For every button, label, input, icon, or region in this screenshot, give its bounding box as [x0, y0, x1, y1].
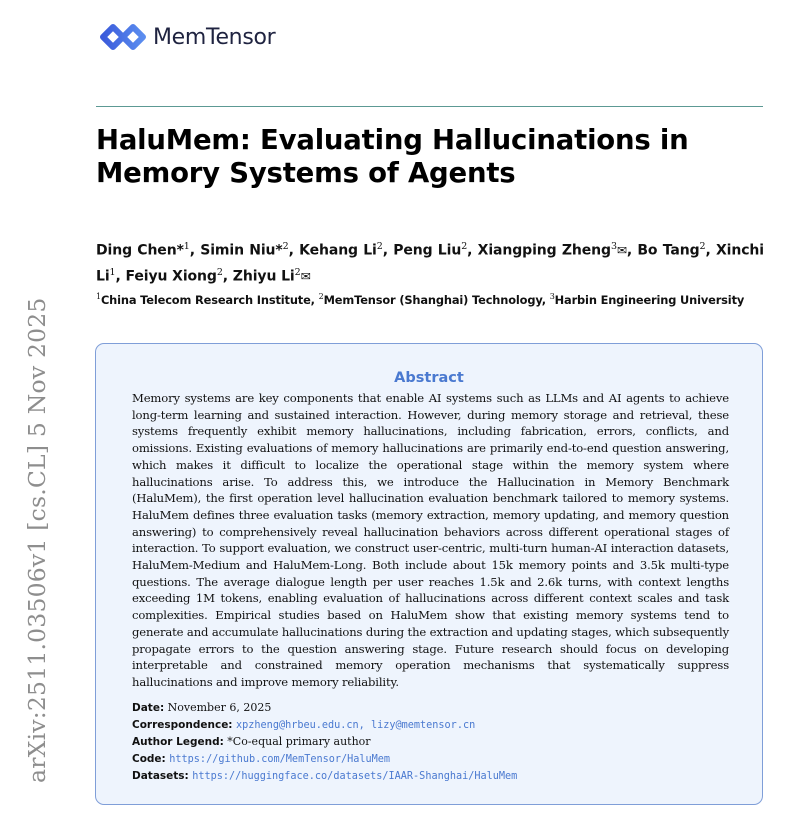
abstract-box [95, 343, 763, 805]
envelope-icon: ✉ [616, 243, 627, 258]
abstract-text: Memory systems are key components that enable AI systems such as LLMs and AI agents to achieve long-term learning and sustained interaction. However, during memory storage and retrieval, these systems frequently exhibit memory hallucinations, including fabrication, errors, conflicts, and omissions. Existing evaluations of memory hallucinations are primarily end-to-end question answering, which makes it difficult to localize the operational stage within the memory system where hallucinations arise. To address this, we introduce the Hallucination in Memory Benchmark (HaluMem), the first operation level hallucination evaluation benchmark tailored to memory systems. HaluMem defines three evaluation tasks (memory extraction, memory updating, and memory question answering) to comprehensively reveal hallucination behaviors across different operational stages of interaction. To support evaluation, we construct user-centric, multi-turn human-AI interaction datasets, HaluMem-Medium and HaluMem-Long. Both include about 15k memory points and 3.5k multi-type questions. The average dialogue length per user reaches 1.5k and 2.6k turns, with context lengths exceeding 1M tokens, enabling evaluation of hallucinations across different context scales and task complexities. Empirical studies based on HaluMem show that existing memory systems tend to generate and accumulate hallucinations during the extraction and updating stages, which subsequently propagate errors to the question answering stage. Future research should focus on developing interpretable and constrained memory operation mechanisms that systematically suppress hallucinations and improve memory reliability. [132, 391, 729, 689]
correspondence-label: Correspondence: [132, 719, 233, 731]
paper-metadata [132, 699, 732, 784]
date-value: November 6, 2025 [167, 701, 272, 714]
author-affiliation-mark: 1 [109, 266, 116, 278]
author-list: Ding Chen*$^1$, Simin Niu*$^2$, Kehang Li$^2$, Peng Liu$^2$, Xiangping Zheng$^3$✉, Bo Tang$^2$, Xinchi Li$^1$, Feiyu Xiong$^2$, Zhiyu Li$^2$✉ [96, 241, 764, 285]
author-name: Xinchi Li [96, 242, 764, 285]
logo-text: MemTensor [153, 24, 276, 50]
code-label: Code: [132, 753, 166, 765]
date-label: Date: [132, 702, 165, 714]
envelope-icon: ✉ [300, 269, 311, 284]
author-affiliation-mark: 2 [461, 241, 468, 252]
author-legend-value: *Co-equal primary author [227, 735, 371, 748]
author-name: Ding Chen* [96, 242, 184, 259]
affiliation-list: $^1$China Telecom Research Institute, $^2$MemTensor (Shanghai) Technology, $^3$Harbin Engineering University [96, 292, 745, 307]
author-name: Peng Liu [393, 242, 462, 259]
datasets-link[interactable]: https://huggingface.co/datasets/IAAR-Shanghai/HaluMem [192, 771, 518, 782]
memtensor-logo [99, 20, 275, 54]
correspondence-email-link[interactable]: xpzheng@hrbeu.edu.cn, lizy@memtensor.cn [236, 720, 476, 731]
author-affiliation-mark: 3 [610, 241, 617, 252]
author-legend-label: Author Legend: [132, 736, 224, 748]
affiliation-number: 1 [96, 292, 101, 301]
affiliation-number: 3 [549, 292, 555, 301]
date-row [132, 699, 732, 716]
datasets-row [132, 767, 732, 784]
author-affiliation-mark: 1 [183, 241, 190, 252]
correspondence-row [132, 716, 732, 733]
author-name: Xiangping Zheng [477, 242, 611, 259]
author-affiliation-mark: 2 [294, 266, 301, 278]
author-name: Kehang Li [299, 242, 377, 259]
author-affiliation-mark: 2 [376, 241, 383, 252]
author-affiliation-mark: 2 [216, 266, 223, 278]
affiliation-name: MemTensor (Shanghai) Technology [323, 292, 542, 307]
abstract-heading: Abstract [394, 370, 464, 386]
code-link[interactable]: https://github.com/MemTensor/HaluMem [169, 754, 391, 765]
datasets-label: Datasets: [132, 770, 189, 782]
author-affiliation-mark: 2 [282, 241, 289, 252]
header-divider [96, 106, 763, 107]
author-name: Bo Tang [637, 242, 700, 259]
author-name: Zhiyu Li [232, 268, 295, 285]
code-row [132, 750, 732, 767]
affiliation-name: Harbin Engineering University [554, 292, 745, 307]
affiliation-number: 2 [318, 292, 324, 301]
author-affiliation-mark: 2 [699, 241, 706, 252]
author-legend-row [132, 733, 732, 750]
author-name: Simin Niu* [200, 242, 283, 259]
arxiv-identifier: arXiv:2511.03506v1 [cs.CL] 5 Nov 2025 [23, 297, 51, 783]
affiliation-name: China Telecom Research Institute [100, 292, 311, 307]
paper-title: HaluMem: Evaluating Hallucinations in Memory Systems of Agents [96, 124, 689, 189]
memtensor-logo-icon [99, 21, 147, 53]
author-name: Feiyu Xiong [125, 268, 217, 285]
